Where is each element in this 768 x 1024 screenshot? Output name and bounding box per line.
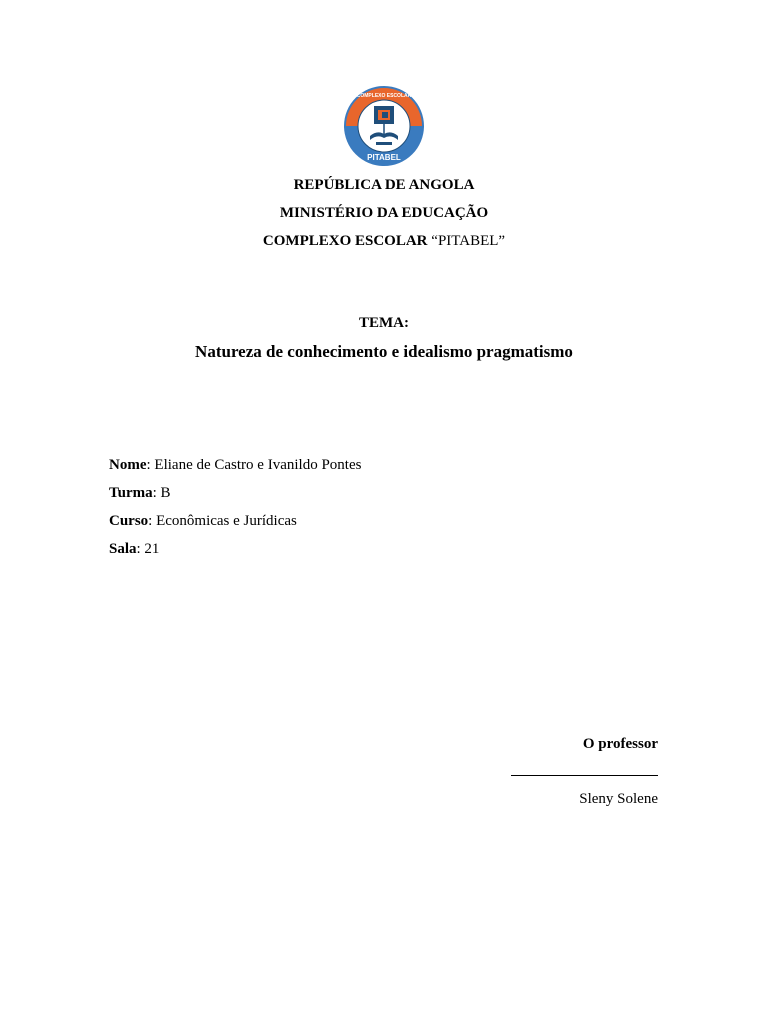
- sala-value: : 21: [136, 541, 160, 557]
- header-republica: REPÚBLICA DE ANGOLA: [293, 177, 475, 193]
- logo-ring-text: COMPLEXO ESCOLAR: [356, 93, 412, 99]
- tema-label: TEMA:: [359, 315, 409, 331]
- header-complexo: [0, 232, 768, 250]
- info-nome: [109, 456, 361, 474]
- info-turma: [109, 484, 171, 502]
- curso-label: Curso: [109, 513, 149, 529]
- header-complexo-name: “PITABEL”: [427, 233, 506, 249]
- tema-title: Natureza de conhecimento e idealismo pragmatismo: [195, 342, 573, 361]
- nome-label: Nome: [109, 457, 147, 473]
- nome-value: : Eliane de Castro e Ivanildo Pontes: [146, 457, 362, 473]
- header-ministerio: MINISTÉRIO DA EDUCAÇÃO: [279, 205, 489, 221]
- header-complexo-bold: COMPLEXO ESCOLAR: [262, 233, 428, 249]
- turma-label: Turma: [109, 485, 153, 501]
- curso-value: : Econômicas e Jurídicas: [148, 513, 297, 529]
- sala-label: Sala: [109, 541, 137, 557]
- info-sala: [109, 540, 159, 558]
- school-logo: [340, 84, 428, 168]
- turma-value: : B: [152, 485, 171, 501]
- professor-label: O professor: [582, 736, 658, 752]
- professor-name: Sleny Solene: [579, 791, 658, 807]
- logo-name-text: PITABEL: [367, 153, 401, 162]
- signature-line: [511, 775, 658, 776]
- info-curso: [109, 512, 297, 530]
